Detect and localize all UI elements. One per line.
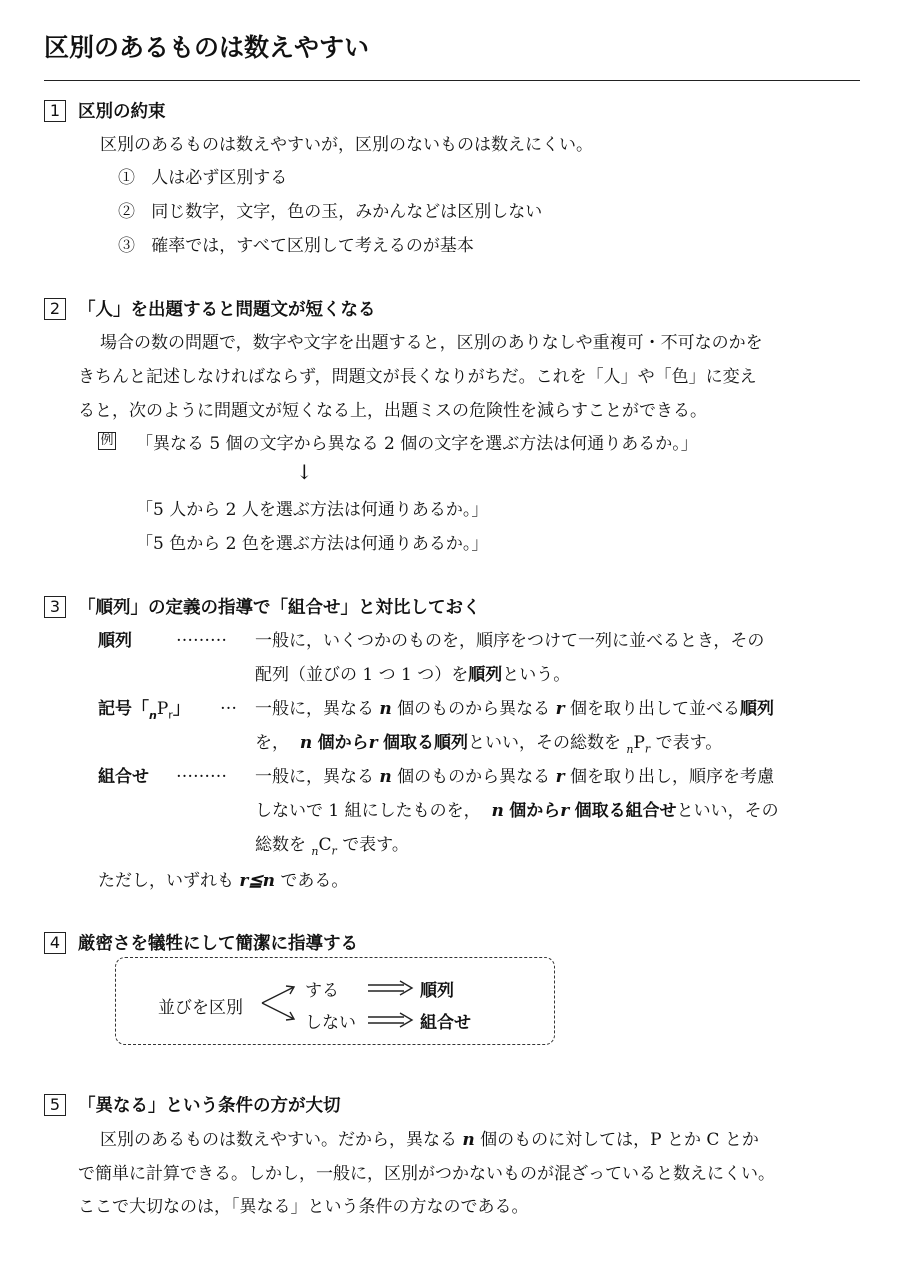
section-1-intro: 区別のあるものは数えやすいが，区別のないものは数えにくい。 xyxy=(100,135,593,155)
section-1-item-3 xyxy=(118,231,474,256)
text-segment: 区別のあるものは数えやすい。だから，異なる xyxy=(100,1130,463,1150)
text-segment: で表す。 xyxy=(655,733,723,753)
item-text: 確率では，すべて区別して考えるのが基本 xyxy=(151,236,474,256)
def-permutation-line-2 xyxy=(255,660,570,685)
subscript: n xyxy=(626,743,634,756)
text-segment: といい，その総数を xyxy=(467,733,621,753)
text-segment: ただし，いずれも xyxy=(98,871,240,891)
section-2-line-3: ると，次のように問題文が短くなる上，出題ミスの危険性を減らすことができる。 xyxy=(78,401,707,421)
rewrite-color: 「5 色から 2 色を選ぶ方法は何通りあるか。」 xyxy=(136,534,489,554)
section-5-line-3: ここで大切なのは，「異なる」という条件の方なのである。 xyxy=(78,1197,529,1217)
section-4-heading: 厳密さを犠牲にして簡潔に指導する xyxy=(78,934,358,954)
subscript: n xyxy=(311,845,319,858)
section-1-number: 1 xyxy=(44,100,66,122)
var-r: r xyxy=(368,733,378,753)
def-combination-line-3 xyxy=(255,830,409,857)
text-segment: 個を取り出し，順序を考慮 xyxy=(564,767,774,787)
def-symbol-dots: … xyxy=(220,694,237,714)
section-2-number: 2 xyxy=(44,298,66,320)
bold-term: 個から xyxy=(317,733,369,753)
def-permutation-term: 順列 xyxy=(98,631,132,651)
text-segment: といい，その xyxy=(676,801,779,821)
def-combination-line-1 xyxy=(255,762,774,787)
example-label: 例 xyxy=(98,432,116,450)
page-title: 区別のあるものは数えやすい xyxy=(44,33,370,62)
var-r: r xyxy=(560,801,570,821)
text-segment: 」 xyxy=(172,699,190,719)
def-combination-term: 組合せ xyxy=(98,767,149,787)
def-symbol-line-2 xyxy=(255,728,722,755)
rewrite-person: 「5 人から 2 人を選ぶ方法は何通りあるか。」 xyxy=(136,500,489,520)
var-r: r xyxy=(555,767,565,787)
item-marker: ① xyxy=(118,168,135,188)
text-segment: を， xyxy=(255,733,289,753)
text-segment: 記号「 xyxy=(98,699,149,719)
def-symbol-term xyxy=(98,694,190,721)
bold-term: 順列 xyxy=(739,699,774,719)
implies-arrow-icon xyxy=(366,980,414,996)
text-segment: 個のものから異なる xyxy=(391,699,556,719)
text-segment: 一般に，異なる xyxy=(255,699,380,719)
bold-term: 個取る組合せ xyxy=(574,801,677,821)
section-3-number: 3 xyxy=(44,596,66,618)
title-rule xyxy=(44,80,860,81)
text-segment: で表す。 xyxy=(342,835,409,855)
section-1-item-2 xyxy=(118,197,542,222)
text-segment: 総数を xyxy=(255,835,306,855)
item-marker: ② xyxy=(118,202,135,222)
symbol-p: P xyxy=(633,733,645,753)
item-marker: ③ xyxy=(118,236,135,256)
section-2-line-1: 場合の数の問題で，数字や文字を出題すると，区別のありなしや重複可・不可なのかを xyxy=(100,333,763,353)
subscript: n xyxy=(149,709,157,722)
section-2-line-2: きちんと記述しなければならず，問題文が長くなりがちだ。これを「人」や「色」に変え xyxy=(78,367,757,387)
var-n: n xyxy=(462,1130,475,1150)
subscript: r xyxy=(168,708,173,722)
section-5-heading: 「異なる」という条件の方が大切 xyxy=(78,1096,341,1116)
symbol-p: P xyxy=(156,699,169,719)
section-1-item-1 xyxy=(118,163,287,188)
section-3-heading: 「順列」の定義の指導で「組合せ」と対比しておく xyxy=(78,598,481,618)
def-combination-dots: ……… xyxy=(176,762,227,782)
def-symbol-line-1 xyxy=(255,694,774,719)
diagram-yes: する xyxy=(305,981,339,1001)
var-n: n xyxy=(491,801,504,821)
section-1-heading: 区別の約束 xyxy=(78,102,166,122)
bold-term: 順列 xyxy=(468,665,503,685)
section-5-number: 5 xyxy=(44,1094,66,1116)
diagram-yes-result: 順列 xyxy=(420,981,454,1001)
text-segment: である。 xyxy=(274,871,349,891)
diagram-branch-arrows-icon xyxy=(258,982,298,1024)
section-4-number: 4 xyxy=(44,932,66,954)
diagram-no: しない xyxy=(305,1013,356,1033)
section-5-line-2: で簡単に計算できる。しかし，一般に，区別がつかないものが混ざっていると数えにくい。 xyxy=(78,1164,775,1184)
subscript: r xyxy=(644,742,651,756)
var-r: r xyxy=(555,699,565,719)
item-text: 人は必ず区別する xyxy=(151,168,288,188)
down-arrow-icon: ↓ xyxy=(296,460,313,484)
text-segment: 個のものから異なる xyxy=(391,767,556,787)
text-segment: しないで 1 組にしたものを， xyxy=(255,801,481,821)
def-permutation-line-1: 一般に，いくつかのものを，順序をつけて一列に並べるとき，その xyxy=(255,631,765,651)
section-5-line-1 xyxy=(100,1125,759,1150)
var-n: n xyxy=(379,699,392,719)
text-segment: 一般に，異なる xyxy=(255,767,380,787)
var-n: n xyxy=(299,733,313,753)
var-n: n xyxy=(379,767,392,787)
condition: r≦n xyxy=(239,871,275,891)
text-segment: 配列（並びの 1 つ 1 つ）を xyxy=(255,665,469,685)
symbol-c: C xyxy=(318,835,332,855)
example-sentence: 「異なる 5 個の文字から異なる 2 個の文字を選ぶ方法は何通りあるか。」 xyxy=(136,434,698,454)
subscript: r xyxy=(331,844,337,858)
item-text: 同じ数字，文字，色の玉，みかんなどは区別しない xyxy=(151,202,543,222)
diagram-root: 並びを区別 xyxy=(158,998,243,1018)
implies-arrow-icon xyxy=(366,1012,414,1028)
def-permutation-dots: ……… xyxy=(176,626,227,646)
section-2-heading: 「人」を出題すると問題文が短くなる xyxy=(78,300,376,320)
def-combination-line-2 xyxy=(255,796,779,821)
section-3-note xyxy=(98,866,348,891)
bold-term: 個から xyxy=(509,801,561,821)
diagram-no-result: 組合せ xyxy=(420,1013,471,1033)
text-segment: 個を取り出して並べる xyxy=(564,699,740,719)
text-segment: 個のものに対しては，P とか C とか xyxy=(474,1130,759,1150)
bold-term: 個取る順列 xyxy=(382,733,468,753)
text-segment: という。 xyxy=(502,665,571,685)
